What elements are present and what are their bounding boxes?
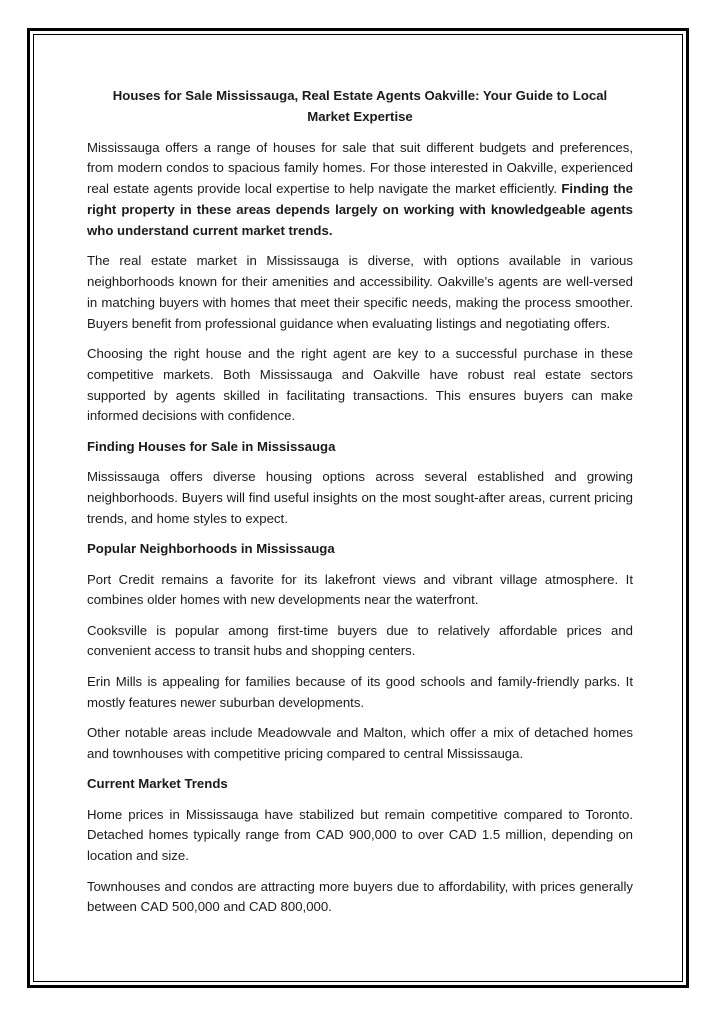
paragraph-cooksville: Cooksville is popular among first-time buyers due to relatively affordable prices and convenient access to transit hubs and shopping centers. bbox=[87, 622, 633, 659]
document-title: Houses for Sale Mississauga, Real Estate Agents Oakville: Your Guide to Local Market Expertise bbox=[112, 88, 608, 124]
paragraph-finding-houses: Mississauga offers diverse housing options across several established and growing neighborhoods. Buyers will find useful insights on the most sought-after areas, current pricing trends, and home styles to expect. bbox=[87, 469, 633, 526]
section-heading-neighborhoods: Popular Neighborhoods in Mississauga bbox=[87, 541, 335, 557]
paragraph-townhouses-condos: Townhouses and condos are attracting more buyers due to affordability, with prices generally between CAD 500,000 and CAD 800,000. bbox=[87, 878, 633, 915]
section-heading-finding-houses: Finding Houses for Sale in Mississauga bbox=[87, 438, 336, 454]
section-heading-market-trends: Current Market Trends bbox=[87, 776, 228, 792]
intro-paragraph bbox=[87, 138, 633, 242]
paragraph-erin-mills: Erin Mills is appealing for families because of its good schools and family-friendly parks. It mostly features newer suburban developments. bbox=[87, 673, 633, 710]
intro-text: Mississauga offers a range of houses for sale that suit different budgets and preferences, from modern condos to spacious family homes. For those interested in Oakville, experienced real estate agents provide local expertise to help navigate the market efficiently. bbox=[87, 139, 633, 197]
intro-bold-text: Finding the right property in these areas depends largely on working with knowledgeable agents who understand current market trends. bbox=[87, 181, 633, 238]
paragraph-home-prices: Home prices in Mississauga have stabilized but remain competitive compared to Toronto. Detached homes typically range from CAD 900,000 to over CAD 1.5 million, depending on location and size. bbox=[87, 806, 633, 864]
paragraph-other-areas: Other notable areas include Meadowvale and Malton, which offer a mix of detached homes and townhouses with competitive pricing compared to central Mississauga. bbox=[87, 725, 633, 761]
paragraph-choosing: Choosing the right house and the right agent are key to a successful purchase in these competitive markets. Both Mississauga and Oakville have robust real estate sectors supported by agents skilled in facilitating transactions. This ensures buyers can make informed decisions with confidence. bbox=[87, 345, 633, 424]
paragraph-port-credit: Port Credit remains a favorite for its lakefront views and vibrant village atmosphere. It combines older homes with new developments near the waterfront. bbox=[87, 571, 633, 608]
paragraph-market-overview: The real estate market in Mississauga is diverse, with options available in various neighborhoods known for their amenities and accessibility. Oakville’s agents are well-versed in matching buyers with homes that meet their specific needs, making the process smoother. Buyers benefit from professional guidance when evaluating listings and negotiating offers. bbox=[87, 253, 633, 331]
document-body bbox=[87, 86, 633, 928]
